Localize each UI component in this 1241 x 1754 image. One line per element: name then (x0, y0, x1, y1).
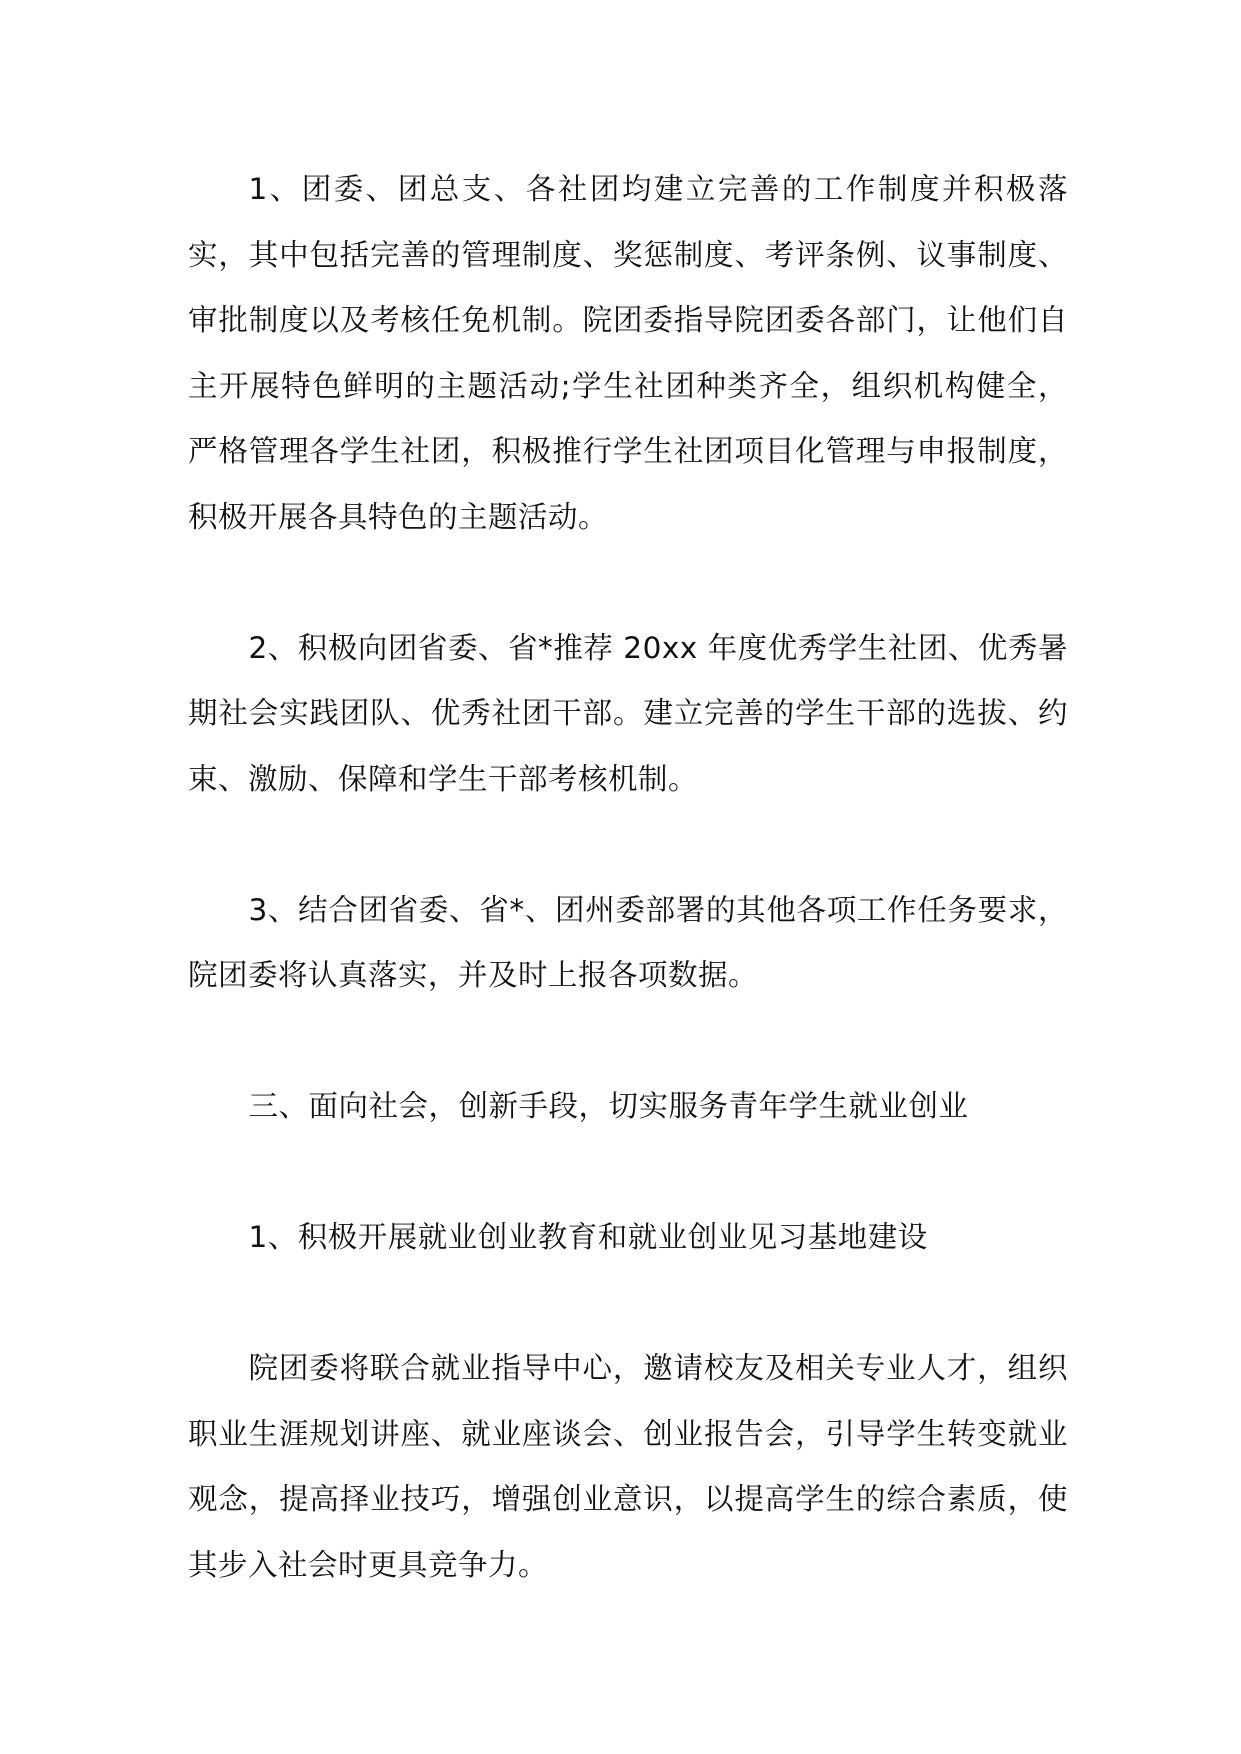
document-body (188, 157, 1068, 1598)
subsection-heading: 1、积极开展就业创业教育和就业创业见习基地建设 (248, 1220, 928, 1254)
section-heading: 三、面向社会，创新手段，切实服务青年学生就业创业 (248, 1089, 969, 1123)
paragraph-3: 3、结合团省委、省*、团州委部署的其他各项工作任务要求，院团委将认真落实，并及时上报各项数据。 (188, 892, 1068, 992)
paragraph-4: 院团委将联合就业指导中心，邀请校友及相关专业人才，组织职业生涯规划讲座、就业座谈会、创业报告会，引导学生转变就业观念，提高择业技巧，增强创业意识，以提高学生的综合素质，使其步入社会时更具竞争力。 (188, 1351, 1068, 1582)
paragraph-1: 1、团委、团总支、各社团均建立完善的工作制度并积极落实，其中包括完善的管理制度、奖惩制度、考评条例、议事制度、审批制度以及考核任免机制。院团委指导院团委各部门，让他们自主开展特色鲜明的主题活动;学生社团种类齐全，组织机构健全，严格管理各学生社团，积极推行学生社团项目化管理与申报制度，积极开展各具特色的主题活动。 (188, 172, 1068, 534)
paragraph-2: 2、积极向团省委、省*推荐 20xx 年度优秀学生社团、优秀暑期社会实践团队、优秀社团干部。建立完善的学生干部的选拔、约束、激励、保障和学生干部考核机制。 (188, 630, 1068, 796)
